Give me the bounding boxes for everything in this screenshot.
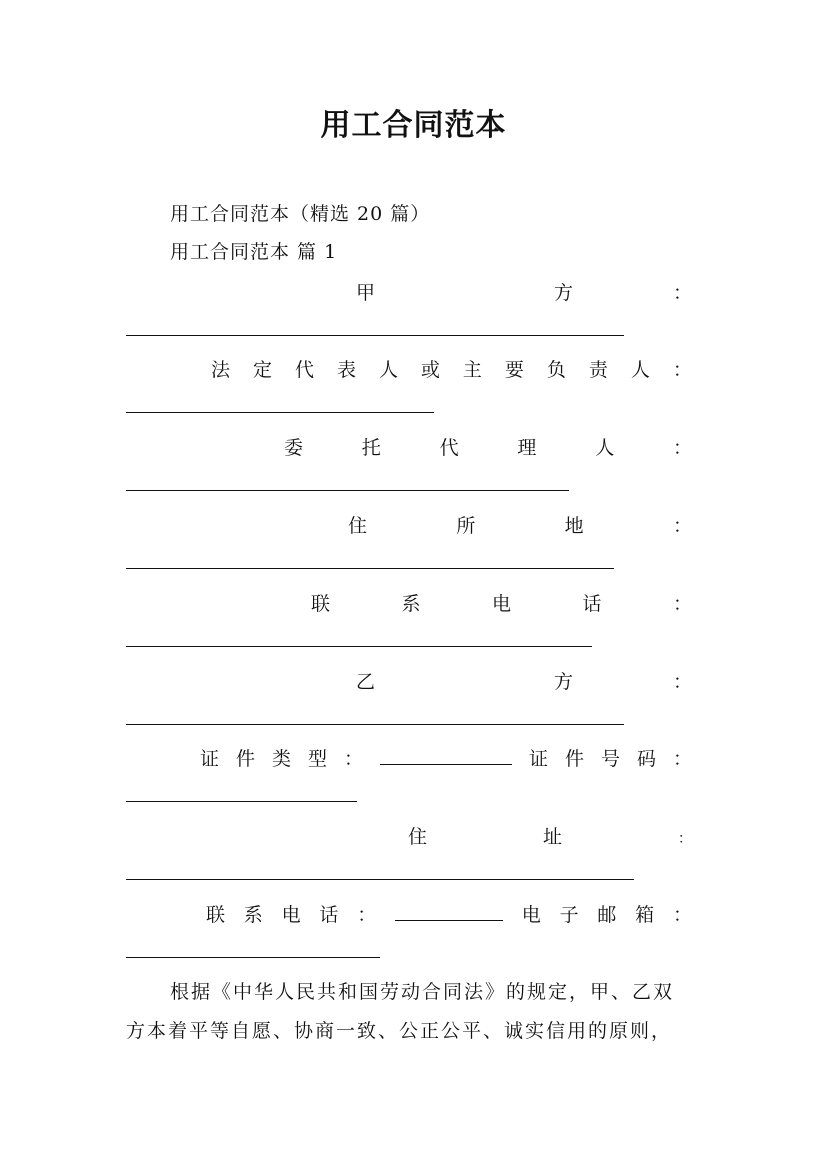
label-char: 甲 — [356, 282, 376, 304]
label-char: 系 — [401, 593, 421, 615]
label-colon: ： — [344, 748, 364, 770]
party-a-name-blank[interactable] — [126, 335, 624, 336]
label-char: 要 — [504, 359, 524, 381]
label-char: 负 — [546, 359, 566, 381]
label-char: 乙 — [356, 671, 376, 693]
label-char: 类 — [272, 748, 292, 770]
label-char: 理 — [517, 437, 537, 459]
label-char: 地 — [564, 515, 584, 537]
label-char: 话 — [582, 593, 602, 615]
agent-label-row — [126, 433, 692, 460]
label-char: 电 — [281, 904, 301, 926]
label-char: 住 — [408, 826, 428, 848]
party-b-contact-label-row — [126, 900, 692, 927]
label-char: 码 — [636, 748, 656, 770]
label-char: 表 — [336, 359, 356, 381]
agent-blank[interactable] — [126, 490, 569, 491]
party-a-phone-label-row — [126, 589, 692, 616]
label-char: 件 — [236, 748, 256, 770]
party-a-address-label-row — [126, 511, 692, 538]
label-char: 法 — [211, 359, 231, 381]
label-char: 电 — [521, 904, 541, 926]
section-heading: 用工合同范本 篇 1 — [170, 241, 338, 263]
id-type-blank[interactable] — [380, 763, 512, 765]
label-char: 证 — [528, 748, 548, 770]
label-char: 系 — [243, 904, 263, 926]
label-char: 托 — [361, 437, 381, 459]
id-label-row — [126, 744, 692, 771]
label-char: 证 — [200, 748, 220, 770]
id-number-blank[interactable] — [126, 801, 357, 802]
label-char: 所 — [456, 515, 476, 537]
label-char: 型 — [308, 748, 328, 770]
label-char: 责 — [588, 359, 608, 381]
party-a-label-row — [126, 278, 692, 305]
label-char: 人 — [630, 359, 650, 381]
label-char: 箱 — [635, 904, 655, 926]
label-char: 件 — [564, 748, 584, 770]
label-char: 主 — [462, 359, 482, 381]
label-char: 联 — [311, 593, 331, 615]
label-colon: ： — [672, 515, 692, 537]
party-b-address-blank[interactable] — [126, 879, 634, 880]
label-colon: ： — [672, 904, 692, 926]
party-b-phone-blank[interactable] — [395, 919, 503, 921]
representative-label-row — [126, 355, 692, 382]
party-b-label-row — [126, 667, 692, 694]
label-char: 人 — [595, 437, 615, 459]
label-char: 人 — [378, 359, 398, 381]
label-char: 方 — [553, 671, 573, 693]
label-char: 联 — [206, 904, 226, 926]
document-title: 用工合同范本 — [320, 108, 507, 143]
label-char: 电 — [491, 593, 511, 615]
label-char: 邮 — [597, 904, 617, 926]
party-b-name-blank[interactable] — [126, 724, 624, 725]
label-char: 委 — [284, 437, 304, 459]
label-char: 子 — [559, 904, 579, 926]
label-colon: ： — [672, 437, 692, 459]
paragraph-line: 方本着平等自愿、协商一致、公正公平、诚实信用的原则， — [126, 1020, 673, 1042]
party-a-address-blank[interactable] — [126, 568, 614, 569]
label-colon: ： — [357, 904, 377, 926]
label-colon: ： — [672, 593, 692, 615]
label-char: 住 — [348, 515, 368, 537]
label-char: 号 — [600, 748, 620, 770]
party-b-address-label-row — [126, 822, 692, 849]
label-colon: ： — [672, 748, 692, 770]
label-char: 址 — [543, 826, 563, 848]
party-a-phone-blank[interactable] — [126, 646, 592, 647]
label-char: 代 — [294, 359, 314, 381]
label-char: 定 — [252, 359, 272, 381]
label-char: 或 — [420, 359, 440, 381]
label-colon: ： — [672, 671, 692, 693]
label-char: 方 — [553, 282, 573, 304]
representative-blank[interactable] — [126, 412, 434, 413]
label-char: 话 — [319, 904, 339, 926]
label-colon: ： — [672, 359, 692, 381]
label-char: 代 — [439, 437, 459, 459]
document-subtitle: 用工合同范本（精选 20 篇） — [170, 203, 431, 225]
paragraph-line: 根据《中华人民共和国劳动合同法》的规定，甲、乙双 — [170, 981, 675, 1003]
email-blank[interactable] — [126, 957, 380, 958]
label-colon: ： — [672, 282, 692, 304]
label-colon: ： — [678, 831, 692, 847]
